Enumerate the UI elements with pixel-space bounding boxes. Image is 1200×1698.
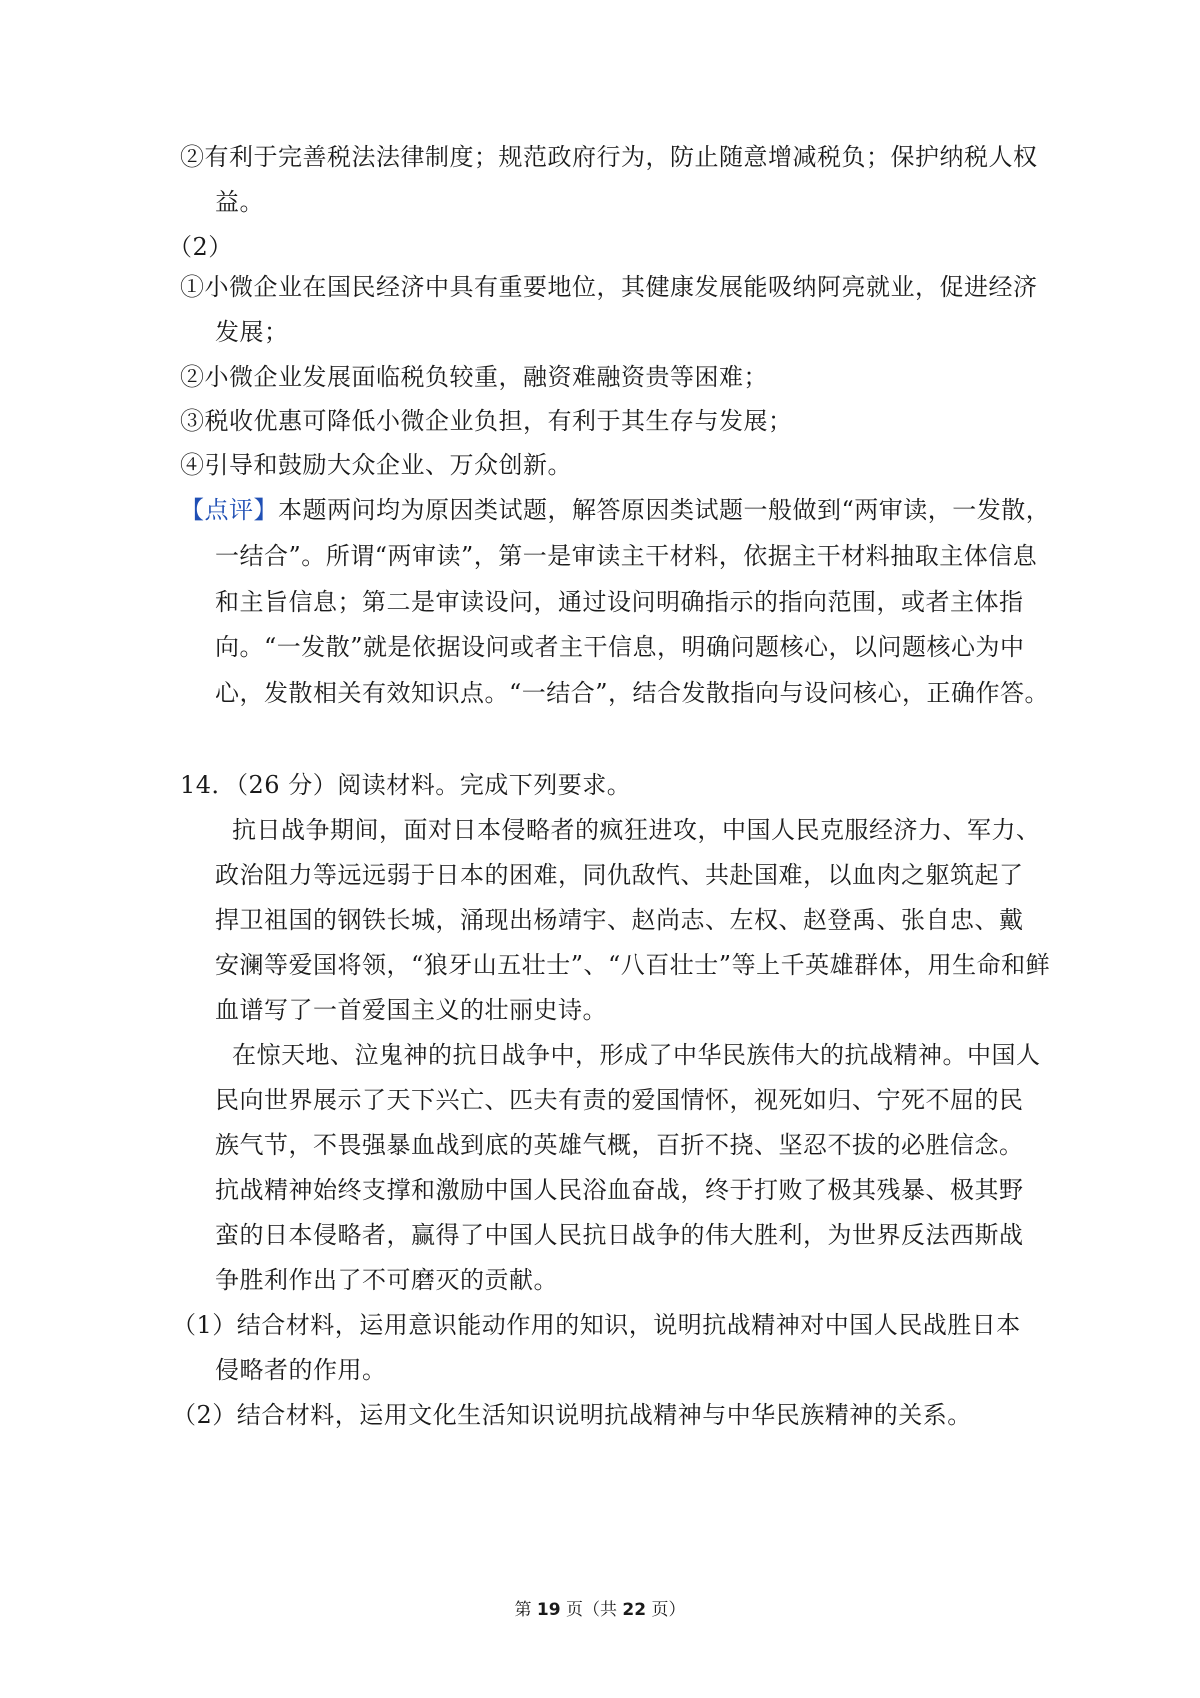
material-1-line-3: 捍卫祖国的钢铁长城，涌现出杨靖宇、赵尚志、左权、赵登禹、张自忠、戴 — [215, 906, 1024, 934]
answer-1-point-2-cont: 益。 — [215, 188, 264, 216]
footer-total-pages: 22 — [622, 1600, 647, 1620]
material-2-line-5: 蛮的日本侵略者，赢得了中国人民抗日战争的伟大胜利，为世界反法西斯战 — [215, 1221, 1024, 1249]
review-text-1: 本题两问均为原因类试题，解答原因类试题一般做到“两审读，一发散， — [278, 496, 1051, 524]
material-2-line-1: 在惊天地、泣鬼神的抗日战争中，形成了中华民族伟大的抗战精神。中国人 — [232, 1041, 1041, 1069]
review-line-5: 心，发散相关有效知识点。“一结合”，结合发散指向与设问核心，正确作答。 — [215, 679, 1050, 707]
question-2-label: （2） — [168, 233, 233, 261]
review-tag: 【点评】 — [180, 496, 278, 524]
sub-question-1-cont: 侵略者的作用。 — [215, 1356, 387, 1384]
review-line-1 — [180, 495, 1050, 525]
footer-current-page: 19 — [536, 1600, 561, 1620]
review-line-2: 一结合”。所谓“两审读”，第一是审读主干材料，依据主干材料抽取主体信息 — [215, 542, 1038, 570]
sub-question-1: （1）结合材料，运用意识能动作用的知识，说明抗战精神对中国人民战胜日本 — [172, 1311, 1021, 1339]
material-2-line-4: 抗战精神始终支撑和激励中国人民浴血奋战，终于打败了极其残暴、极其野 — [215, 1176, 1024, 1204]
material-2-line-6: 争胜利作出了不可磨灭的贡献。 — [215, 1266, 558, 1294]
material-2-line-3: 族气节，不畏强暴血战到底的英雄气概，百折不挠、坚忍不拔的必胜信念。 — [215, 1131, 1024, 1159]
answer-2-point-1-cont: 发展； — [215, 318, 289, 346]
material-2-line-2: 民向世界展示了天下兴亡、匹夫有责的爱国情怀，视死如归、宁死不屈的民 — [215, 1086, 1024, 1114]
footer-prefix: 第 — [514, 1600, 532, 1620]
answer-2-point-1: ①小微企业在国民经济中具有重要地位，其健康发展能吸纳阿亮就业，促进经济 — [180, 273, 1038, 301]
question-14-title: 14．（26 分）阅读材料。完成下列要求。 — [180, 771, 632, 799]
material-1-line-5: 血谱写了一首爱国主义的壮丽史诗。 — [215, 996, 607, 1024]
material-1-line-2: 政治阻力等远远弱于日本的困难，同仇敌忾、共赴国难，以血肉之躯筑起了 — [215, 861, 1024, 889]
footer-middle: 页（共 — [566, 1600, 617, 1620]
answer-1-point-2: ②有利于完善税法法律制度；规范政府行为，防止随意增减税负；保护纳税人权 — [180, 143, 1038, 171]
page-footer — [0, 1595, 1200, 1620]
footer-suffix: 页） — [651, 1600, 686, 1620]
review-line-3: 和主旨信息；第二是审读设问，通过设问明确指示的指向范围，或者主体指 — [215, 588, 1024, 616]
sub-question-2: （2）结合材料，运用文化生活知识说明抗战精神与中华民族精神的关系。 — [172, 1401, 972, 1429]
material-1-line-4: 安澜等爱国将领，“狼牙山五壮士”、“八百壮士”等上千英雄群体，用生命和鲜 — [215, 951, 1051, 979]
answer-2-point-2: ②小微企业发展面临税负较重，融资难融资贵等困难； — [180, 363, 768, 391]
answer-2-point-3: ③税收优惠可降低小微企业负担，有利于其生存与发展； — [180, 407, 793, 435]
answer-2-point-4: ④引导和鼓励大众企业、万众创新。 — [180, 451, 572, 479]
material-1-line-1: 抗日战争期间，面对日本侵略者的疯狂进攻，中国人民克服经济力、军力、 — [232, 816, 1041, 844]
review-line-4: 向。“一发散”就是依据设问或者主干信息，明确问题核心，以问题核心为中 — [215, 633, 1025, 661]
